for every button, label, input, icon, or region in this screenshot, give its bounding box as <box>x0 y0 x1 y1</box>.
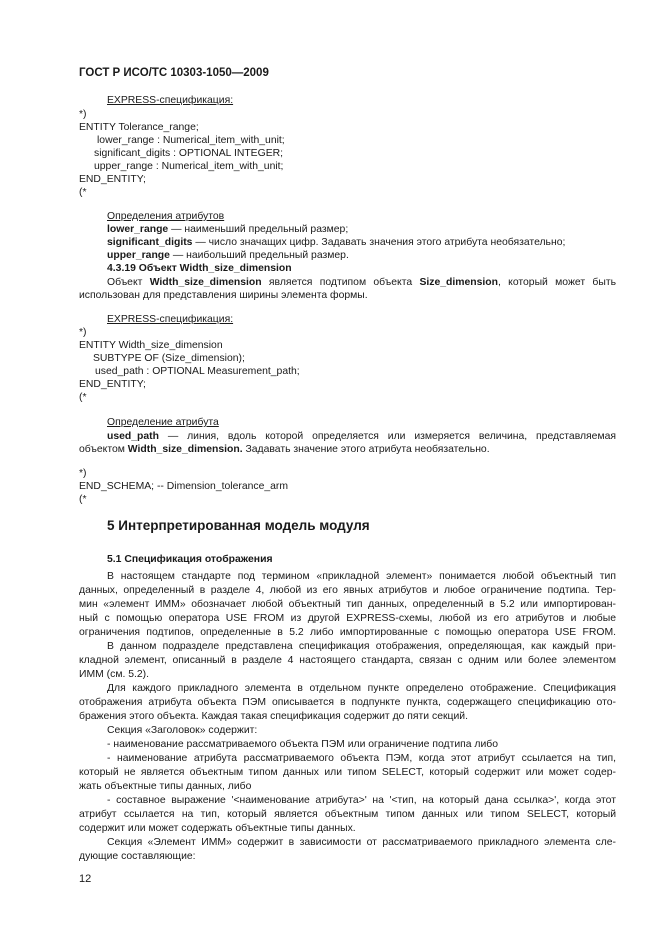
code-line: (* <box>79 187 87 198</box>
code-line: significant_digits : OPTIONAL INTEGER; <box>94 148 284 159</box>
attribute-text: — наибольший предельный размер. <box>169 250 349 261</box>
attribute-definition <box>107 223 348 237</box>
section-4-3-19-title: 4.3.19 Объект Width_size_dimension <box>107 263 292 274</box>
attribute-text: — наименьший предельный размер; <box>168 224 349 235</box>
list-item: - составное выражение '<наименование атрибута>' на '<тип, на который дана ссылка>', когда этот <box>107 795 616 806</box>
entity-name: Size_dimension <box>419 277 498 288</box>
paragraph-line: В настоящем стандарте под термином «прикладной элемент» понимается любой объектный тип <box>107 571 616 582</box>
paragraph-line: использован для представления ширины элемента формы. <box>79 290 368 301</box>
code-line: *) <box>79 109 87 120</box>
page-number: 12 <box>79 873 92 885</box>
code-line: *) <box>79 468 87 479</box>
paragraph-line: отображения атрибута объекта ПЭМ описывается в подпункте пункта, содержащего спецификацию ото- <box>79 697 616 708</box>
code-line: ENTITY Width_size_dimension <box>79 340 223 351</box>
code-line: END_ENTITY; <box>79 379 146 390</box>
paragraph-line: кладной элемент, описанный в разделе 4 настоящего стандарта, связан с одним или более элементом <box>79 655 616 666</box>
code-line: END_SCHEMA; -- Dimension_tolerance_arm <box>79 481 289 492</box>
code-line: END_ENTITY; <box>79 174 146 185</box>
paragraph-line: ограничения подтипов, определенные в 5.2 либо импортированные с помощью оператора USE FROM. <box>79 627 616 638</box>
code-line: upper_range : Numerical_item_with_unit; <box>94 161 284 172</box>
code-line: *) <box>79 327 87 338</box>
paragraph-line: который не является объектным типом данных или типом SELECT, который содержит или может содер- <box>79 767 616 778</box>
paragraph-line: жать объектные типы данных, либо <box>79 781 252 792</box>
paragraph-line: ИММ (см. 5.2). <box>79 669 150 680</box>
text-span: Объект <box>107 277 150 288</box>
code-line: (* <box>79 392 87 403</box>
code-line: (* <box>79 494 87 505</box>
code-line: SUBTYPE OF (Size_dimension); <box>93 353 245 364</box>
attribute-name: lower_range <box>107 224 169 235</box>
paragraph-line: В данном подразделе представлена спецификация отображения, определяющая, как каждый при- <box>107 641 616 652</box>
attribute-text: — линия, вдоль которой определяется или измеряется величина, представляемая <box>158 431 616 442</box>
code-line: used_path : OPTIONAL Measurement_path; <box>95 366 300 377</box>
paragraph-line <box>107 276 616 290</box>
paragraph-line: ный с помощью оператора USE FROM из другой EXPRESS-схемы, любой из его атрибутов и любые <box>79 613 616 624</box>
document-header: ГОСТ Р ИСО/ТС 10303-1050—2009 <box>79 67 269 79</box>
code-line: ENTITY Tolerance_range; <box>79 122 199 133</box>
paragraph-line: мин «элемент ИММ» обозначает любой объектный тип данных, определенный в 5.2 или импортирован- <box>79 599 616 610</box>
attribute-definition <box>107 236 565 250</box>
text-span: является подтипом объекта <box>261 277 420 288</box>
text-span: , который может быть <box>497 277 616 288</box>
paragraph-line: содержит или может содержать объектные типы данных. <box>79 823 356 834</box>
attribute-title: Определение атрибута <box>107 417 219 428</box>
express-spec-title: EXPRESS-спецификация: <box>107 95 234 106</box>
paragraph-line: Секция «Элемент ИММ» содержит в зависимости от рассматриваемого прикладного элемента сле- <box>107 837 616 848</box>
text-span: объектом <box>79 444 128 455</box>
paragraph-line: Секция «Заголовок» содержит: <box>107 725 258 736</box>
express-spec-title: EXPRESS-спецификация: <box>107 314 234 325</box>
attribute-definition <box>107 249 349 263</box>
attribute-name: used_path <box>107 431 159 442</box>
paragraph-line: Для каждого прикладного элемента в отдельном пункте определено отображение. Спецификация <box>107 683 616 694</box>
attribute-name: upper_range <box>107 250 170 261</box>
section-5-1-heading: 5.1 Спецификация отображения <box>107 554 273 565</box>
paragraph-line: атрибут ссылается на тип, который является объектным типом данных или типом SELECT, который <box>79 809 616 820</box>
code-line: lower_range : Numerical_item_with_unit; <box>97 135 285 146</box>
attributes-title: Определения атрибутов <box>107 211 225 222</box>
section-5-heading: 5 Интерпретированная модель модуля <box>107 518 370 533</box>
attribute-definition <box>107 430 616 444</box>
text-span: Задавать значение этого атрибута необязательно. <box>242 444 490 455</box>
attribute-text: — число значащих цифр. Задавать значения этого атрибута необязательно; <box>192 237 566 248</box>
list-item: - наименование рассматриваемого объекта ПЭМ или ограничение подтипа либо <box>107 739 499 750</box>
paragraph-line: бражения этого объекта. Каждая такая спецификация содержит до пяти секций. <box>79 711 468 722</box>
paragraph-line <box>79 443 490 457</box>
attribute-name: significant_digits <box>107 237 193 248</box>
paragraph-line: дующие составляющие: <box>79 851 196 862</box>
paragraph-line: данных, определенный в разделе 4, любой из его явных атрибутов и любое ограничение подтипа. Тер- <box>79 585 616 596</box>
entity-name: Width_size_dimension <box>149 277 262 288</box>
list-item: - наименование атрибута рассматриваемого объекта ПЭМ, когда этот атрибут ссылается на тип, <box>107 753 616 764</box>
entity-name: Width_size_dimension. <box>127 444 243 455</box>
